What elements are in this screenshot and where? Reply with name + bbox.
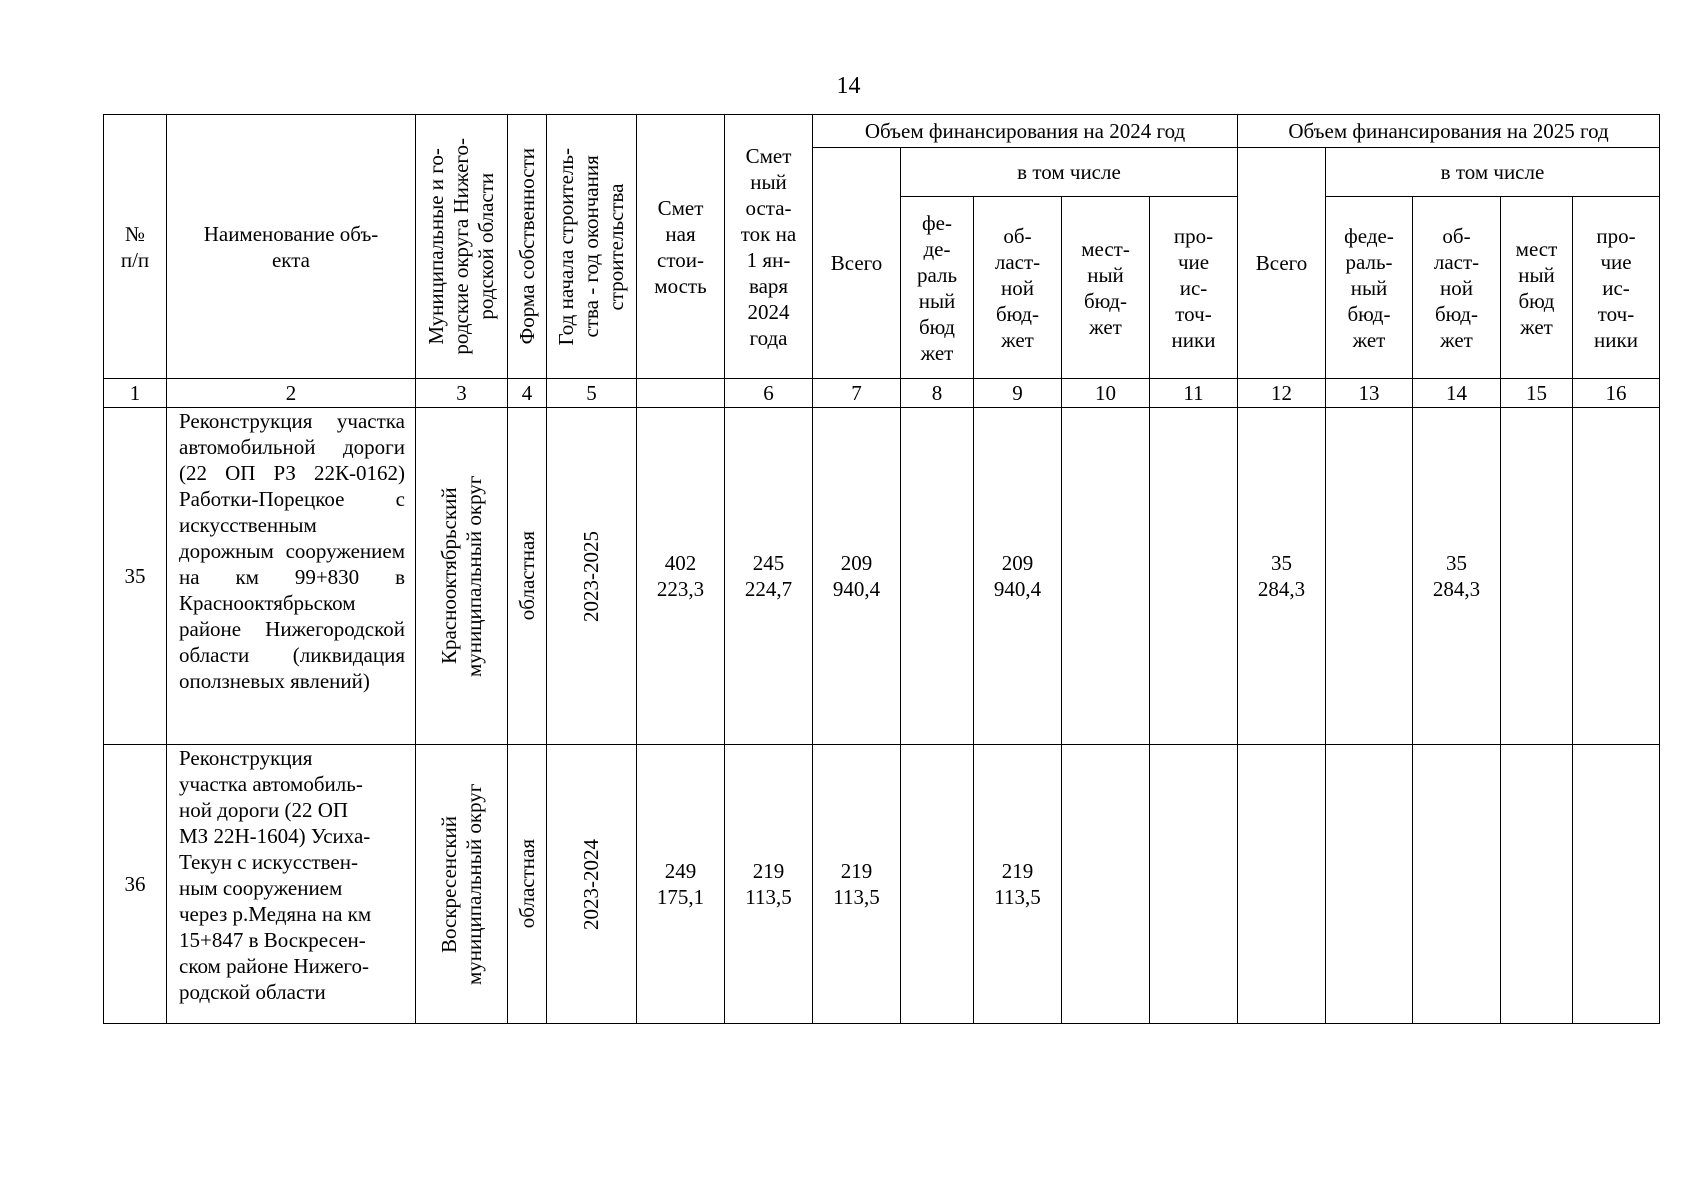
total-2025 <box>1238 745 1326 1024</box>
ownership-form: областная <box>508 408 547 745</box>
page-number: 14 <box>836 73 861 99</box>
total-2024: 219 113,5 <box>813 745 901 1024</box>
column-number: 3 <box>416 379 508 408</box>
header-including-2024: в том числе <box>901 148 1238 197</box>
ownership-form: областная <box>508 745 547 1024</box>
header-regional-2025: об- ласт- ной бюд- жет <box>1413 197 1501 379</box>
column-number: 15 <box>1501 379 1573 408</box>
regional-2024: 219 113,5 <box>974 745 1062 1024</box>
column-number: 2 <box>167 379 416 408</box>
header-federal-2025: феде- раль- ный бюд- жет <box>1326 197 1413 379</box>
other-2025 <box>1573 408 1660 745</box>
federal-2024 <box>901 408 974 745</box>
object-name: Реконструкция участка автомобильной дороги (22 ОП РЗ 22К-0162) Работки-Порецкое с искусственным дорожным сооружением на км 99+830 в Краснооктябрьском районе Нижегородской области (ликвидация оползневых явлений) <box>167 408 416 745</box>
local-2024 <box>1062 745 1150 1024</box>
column-number: 10 <box>1062 379 1150 408</box>
header-name: Наименование объ- екта <box>167 115 416 379</box>
total-2024: 209 940,4 <box>813 408 901 745</box>
column-number: 14 <box>1413 379 1501 408</box>
column-number: 12 <box>1238 379 1326 408</box>
header-federal-2024: фе- де- раль ный бюд жет <box>901 197 974 379</box>
column-number: 4 <box>508 379 547 408</box>
federal-2025 <box>1326 745 1413 1024</box>
estimated-cost: 249 175,1 <box>637 745 725 1024</box>
column-number: 5 <box>547 379 637 408</box>
header-funding-2024: Объем финансирования на 2024 год <box>813 115 1238 148</box>
header-other-2024: про- чие ис- точ- ники <box>1150 197 1238 379</box>
other-2024 <box>1150 745 1238 1024</box>
header-row-1 <box>104 115 1660 148</box>
total-2025: 35 284,3 <box>1238 408 1326 745</box>
column-number: 1 <box>104 379 167 408</box>
header-funding-2025: Объем финансирования на 2025 год <box>1238 115 1660 148</box>
funding-table <box>103 114 1660 1024</box>
column-number: 9 <box>974 379 1062 408</box>
table-row <box>104 745 1660 1024</box>
municipal-district: Воскресенский муниципальный округ <box>416 745 508 1024</box>
other-2024 <box>1150 408 1238 745</box>
regional-2024: 209 940,4 <box>974 408 1062 745</box>
header-estimated-cost: Смет ная стои- мость <box>637 115 725 379</box>
header-local-2024: мест- ный бюд- жет <box>1062 197 1150 379</box>
header-total-2025: Всего <box>1238 148 1326 379</box>
column-number: 13 <box>1326 379 1413 408</box>
column-number: 7 <box>813 379 901 408</box>
construction-years: 2023-2024 <box>547 745 637 1024</box>
column-number: 6 <box>725 379 813 408</box>
row-num: 35 <box>104 408 167 745</box>
local-2025 <box>1501 408 1573 745</box>
column-number <box>637 379 725 408</box>
header-total-2024: Всего <box>813 148 901 379</box>
local-2025 <box>1501 745 1573 1024</box>
federal-2024 <box>901 745 974 1024</box>
local-2024 <box>1062 408 1150 745</box>
regional-2025 <box>1413 745 1501 1024</box>
header-estimated-remainder: Смет ный оста- ток на 1 ян- варя 2024 года <box>725 115 813 379</box>
federal-2025 <box>1326 408 1413 745</box>
header-including-2025: в том числе <box>1326 148 1660 197</box>
column-number: 11 <box>1150 379 1238 408</box>
column-number-row <box>104 379 1660 408</box>
header-years: Год начала строитель- ства - год окончания строительства <box>547 115 637 379</box>
table-row <box>104 408 1660 745</box>
header-municipal: Муниципальные и го- родские округа Нижего- родской области <box>416 115 508 379</box>
estimated-remainder: 245 224,7 <box>725 408 813 745</box>
header-local-2025: мест ный бюд жет <box>1501 197 1573 379</box>
column-number: 16 <box>1573 379 1660 408</box>
regional-2025: 35 284,3 <box>1413 408 1501 745</box>
municipal-district: Краснооктябрьский муниципальный округ <box>416 408 508 745</box>
column-number: 8 <box>901 379 974 408</box>
header-ownership: Форма собственности <box>508 115 547 379</box>
estimated-remainder: 219 113,5 <box>725 745 813 1024</box>
header-regional-2024: об- ласт- ной бюд- жет <box>974 197 1062 379</box>
construction-years: 2023-2025 <box>547 408 637 745</box>
header-num: № п/п <box>104 115 167 379</box>
estimated-cost: 402 223,3 <box>637 408 725 745</box>
other-2025 <box>1573 745 1660 1024</box>
header-other-2025: про- чие ис- точ- ники <box>1573 197 1660 379</box>
object-name: Реконструкция участка автомобиль- ной дороги (22 ОП МЗ 22Н-1604) Усиха- Текун с искусствен- ным сооружением через р.Медяна на км 15+847 в Воскресен- ском районе Нижего- родской области <box>167 745 416 1024</box>
row-num: 36 <box>104 745 167 1024</box>
